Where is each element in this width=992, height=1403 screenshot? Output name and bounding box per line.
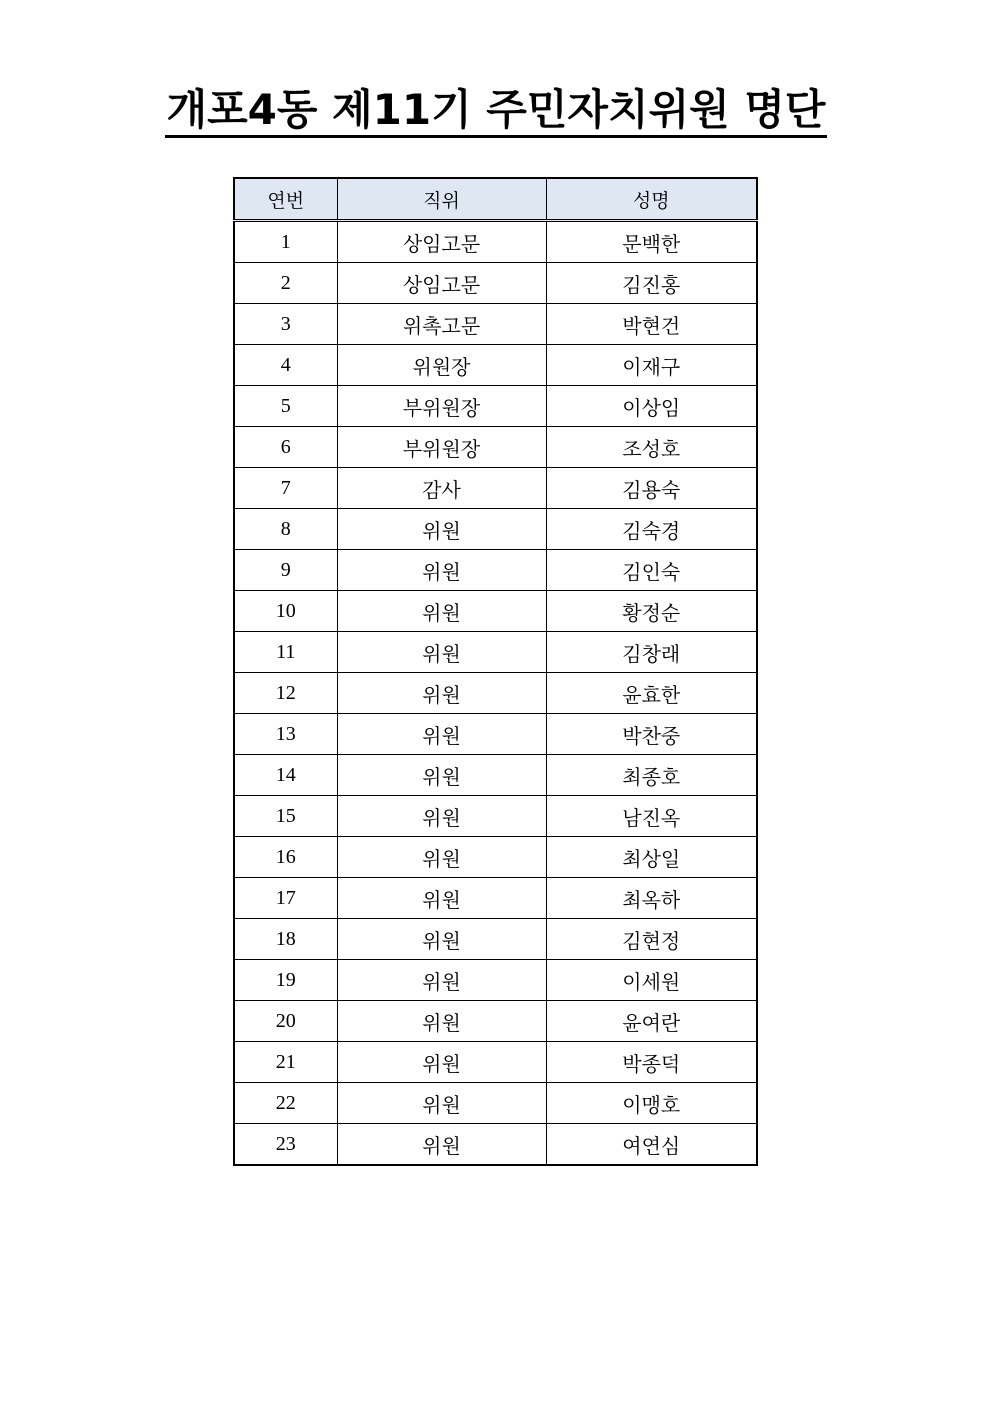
row-number-cell: 15: [234, 796, 337, 837]
member-name-cell: 김숙경: [546, 509, 757, 550]
row-number-cell: 3: [234, 304, 337, 345]
member-name-cell: 박찬중: [546, 714, 757, 755]
table-row: [234, 221, 757, 263]
member-name-cell: 이상임: [546, 386, 757, 427]
table-row: [234, 714, 757, 755]
row-number-cell: 18: [234, 919, 337, 960]
table-row: [234, 919, 757, 960]
member-name-cell: 이맹호: [546, 1083, 757, 1124]
row-number-cell: 12: [234, 673, 337, 714]
position-cell: 감사: [337, 468, 546, 509]
member-name-cell: 윤효한: [546, 673, 757, 714]
member-name-cell: 이세원: [546, 960, 757, 1001]
row-number-cell: 1: [234, 221, 337, 263]
table-row: [234, 755, 757, 796]
table-row: [234, 591, 757, 632]
position-cell: 부위원장: [337, 427, 546, 468]
row-number-cell: 4: [234, 345, 337, 386]
row-number-cell: 11: [234, 632, 337, 673]
row-number-cell: 17: [234, 878, 337, 919]
table-header-row: [234, 178, 757, 221]
row-number-cell: 5: [234, 386, 337, 427]
table-row: [234, 345, 757, 386]
member-name-cell: 여연심: [546, 1124, 757, 1166]
row-number-cell: 21: [234, 1042, 337, 1083]
row-number-cell: 22: [234, 1083, 337, 1124]
row-number-cell: 7: [234, 468, 337, 509]
table-row: [234, 1083, 757, 1124]
member-name-cell: 김용숙: [546, 468, 757, 509]
position-cell: 위원: [337, 919, 546, 960]
position-cell: 상임고문: [337, 221, 546, 263]
member-name-cell: 최옥하: [546, 878, 757, 919]
row-number-cell: 14: [234, 755, 337, 796]
position-cell: 위원: [337, 1124, 546, 1166]
row-number-cell: 6: [234, 427, 337, 468]
row-number-cell: 10: [234, 591, 337, 632]
table-row: [234, 386, 757, 427]
position-cell: 위원: [337, 714, 546, 755]
position-cell: 위원: [337, 632, 546, 673]
table-header: [234, 178, 757, 221]
table-row: [234, 673, 757, 714]
column-header-number: 연번: [234, 178, 337, 221]
row-number-cell: 9: [234, 550, 337, 591]
position-cell: 위원: [337, 509, 546, 550]
column-header-name: 성명: [546, 178, 757, 221]
member-name-cell: 문백한: [546, 221, 757, 263]
table-row: [234, 1124, 757, 1166]
member-name-cell: 윤여란: [546, 1001, 757, 1042]
table-row: [234, 550, 757, 591]
position-cell: 위원: [337, 673, 546, 714]
member-name-cell: 조성호: [546, 427, 757, 468]
member-name-cell: 김현정: [546, 919, 757, 960]
position-cell: 위원: [337, 960, 546, 1001]
member-name-cell: 황정순: [546, 591, 757, 632]
table-row: [234, 1001, 757, 1042]
position-cell: 위원: [337, 1001, 546, 1042]
document-title: [0, 82, 992, 138]
table-row: [234, 263, 757, 304]
table-row: [234, 878, 757, 919]
row-number-cell: 23: [234, 1124, 337, 1166]
table-body: [234, 221, 757, 1166]
table-row: [234, 1042, 757, 1083]
position-cell: 위촉고문: [337, 304, 546, 345]
member-name-cell: 김인숙: [546, 550, 757, 591]
position-cell: 위원: [337, 755, 546, 796]
member-roster-table: [233, 177, 758, 1166]
row-number-cell: 16: [234, 837, 337, 878]
table-row: [234, 304, 757, 345]
row-number-cell: 2: [234, 263, 337, 304]
position-cell: 위원: [337, 1083, 546, 1124]
position-cell: 부위원장: [337, 386, 546, 427]
table-row: [234, 960, 757, 1001]
table-row: [234, 468, 757, 509]
member-name-cell: 박현건: [546, 304, 757, 345]
member-name-cell: 최종호: [546, 755, 757, 796]
position-cell: 위원: [337, 591, 546, 632]
row-number-cell: 19: [234, 960, 337, 1001]
member-name-cell: 박종덕: [546, 1042, 757, 1083]
row-number-cell: 13: [234, 714, 337, 755]
position-cell: 상임고문: [337, 263, 546, 304]
position-cell: 위원: [337, 796, 546, 837]
table-row: [234, 509, 757, 550]
position-cell: 위원: [337, 878, 546, 919]
member-name-cell: 남진옥: [546, 796, 757, 837]
table-row: [234, 837, 757, 878]
member-name-cell: 이재구: [546, 345, 757, 386]
table-row: [234, 427, 757, 468]
member-name-cell: 김진홍: [546, 263, 757, 304]
position-cell: 위원장: [337, 345, 546, 386]
table-row: [234, 632, 757, 673]
document-title-text: 개포4동 제11기 주민자치위원 명단: [165, 85, 828, 138]
member-name-cell: 최상일: [546, 837, 757, 878]
position-cell: 위원: [337, 550, 546, 591]
column-header-position: 직위: [337, 178, 546, 221]
row-number-cell: 20: [234, 1001, 337, 1042]
row-number-cell: 8: [234, 509, 337, 550]
position-cell: 위원: [337, 1042, 546, 1083]
member-name-cell: 김창래: [546, 632, 757, 673]
position-cell: 위원: [337, 837, 546, 878]
table-row: [234, 796, 757, 837]
